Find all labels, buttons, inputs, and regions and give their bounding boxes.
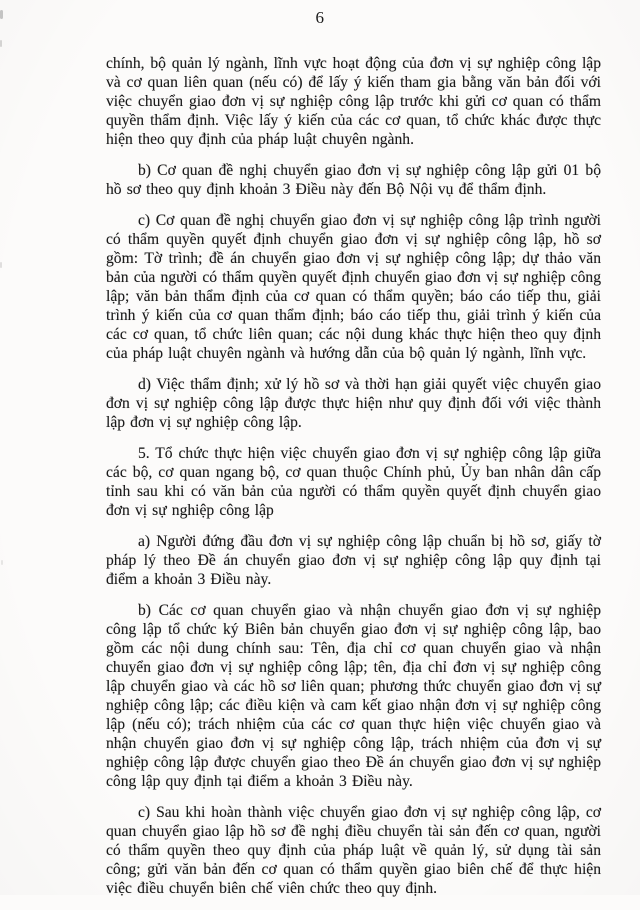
paragraph-continuation: chính, bộ quản lý ngành, lĩnh vực hoạt động của đơn vị sự nghiệp công lập và cơ quan liên quan (nếu có) để lấy ý kiến tham gia bằng văn bản đối với việc chuyển giao đơn vị sự nghiệp công lập trước khi gửi cơ quan có thẩm quyền thẩm định. Việc lấy ý kiến của các cơ quan, tổ chức khác được thực hiện theo quy định của pháp luật chuyên ngành.	[106, 55, 601, 148]
paragraph-5-point-c: c) Sau khi hoàn thành việc chuyển giao đơn vị sự nghiệp công lập, cơ quan chuyển giao lập hồ sơ đề nghị điều chuyển tài sản đến cơ quan, người có thẩm quyền theo quy định của pháp luật về quản lý, sử dụng tài sản công; gửi văn bản đến cơ quan có thẩm quyền giao biên chế để thực hiện việc điều chuyển biên chế viên chức theo quy định.	[106, 804, 601, 897]
paragraph-clause-5: 5. Tổ chức thực hiện việc chuyển giao đơn vị sự nghiệp công lập giữa các bộ, cơ quan ngang bộ, cơ quan thuộc Chính phủ, Ủy ban nhân dân cấp tỉnh sau khi có văn bản của người có thẩm quyền quyết định chuyển giao đơn vị sự nghiệp công lập	[106, 445, 601, 519]
paragraph-point-c: c) Cơ quan đề nghị chuyển giao đơn vị sự nghiệp công lập trình người có thẩm quyền quyết định chuyển giao đơn vị sự nghiệp công lập, hồ sơ gồm: Tờ trình; đề án chuyển giao đơn vị sự nghiệp công lập; dự thảo văn bản của người có thẩm quyền quyết định chuyển giao đơn vị sự nghiệp công lập; văn bản thẩm định của cơ quan có thẩm quyền; báo cáo tiếp thu, giải trình ý kiến của cơ quan thẩm định; báo cáo tiếp thu, giải trình ý kiến của các cơ quan, tổ chức liên quan; các nội dung khác thực hiện theo quy định của pháp luật chuyên ngành và hướng dẫn của bộ quản lý ngành, lĩnh vực.	[106, 212, 601, 362]
page-number: 6	[315, 8, 325, 27]
paragraph-5-point-a: a) Người đứng đầu đơn vị sự nghiệp công lập chuẩn bị hồ sơ, giấy tờ pháp lý theo Đề án chuyển giao đơn vị sự nghiệp công lập quy định tại điểm a khoản 3 Điều này.	[106, 533, 601, 588]
paragraph-point-b: b) Cơ quan đề nghị chuyển giao đơn vị sự nghiệp công lập gửi 01 bộ hồ sơ theo quy định khoản 3 Điều này đến Bộ Nội vụ để thẩm định.	[106, 162, 601, 198]
document-body	[106, 54, 601, 910]
paragraph-point-d: d) Việc thẩm định; xử lý hồ sơ và thời hạn giải quyết việc chuyển giao đơn vị sự nghiệp công lập được thực hiện như quy định đối với việc thành lập đơn vị sự nghiệp công lập.	[106, 376, 601, 431]
scan-artifact	[0, 262, 2, 268]
paragraph-5-point-b: b) Các cơ quan chuyển giao và nhận chuyển giao đơn vị sự nghiệp công lập tổ chức ký Biên bản chuyển giao đơn vị sự nghiệp công lập, bao gồm các nội dung chính sau: Tên, địa chỉ cơ quan chuyển giao và nhận chuyển giao đơn vị sự nghiệp công lập; tên, địa chỉ đơn vị sự nghiệp công lập chuyển giao và các hồ sơ liên quan; phương thức chuyển giao đơn vị sự nghiệp công lập; các điều kiện và cam kết giao nhận đơn vị sự nghiệp công lập (nếu có); trách nhiệm của các cơ quan thực hiện việc chuyển giao và nhận chuyển giao đơn vị sự nghiệp công lập, trách nhiệm của đơn vị sự nghiệp công lập được chuyển giao theo Đề án chuyển giao đơn vị sự nghiệp công lập quy định tại điểm a khoản 3 Điều này.	[106, 602, 601, 790]
scan-artifact	[0, 40, 2, 47]
scan-artifact	[1, 560, 3, 565]
scan-artifact	[0, 10, 3, 19]
